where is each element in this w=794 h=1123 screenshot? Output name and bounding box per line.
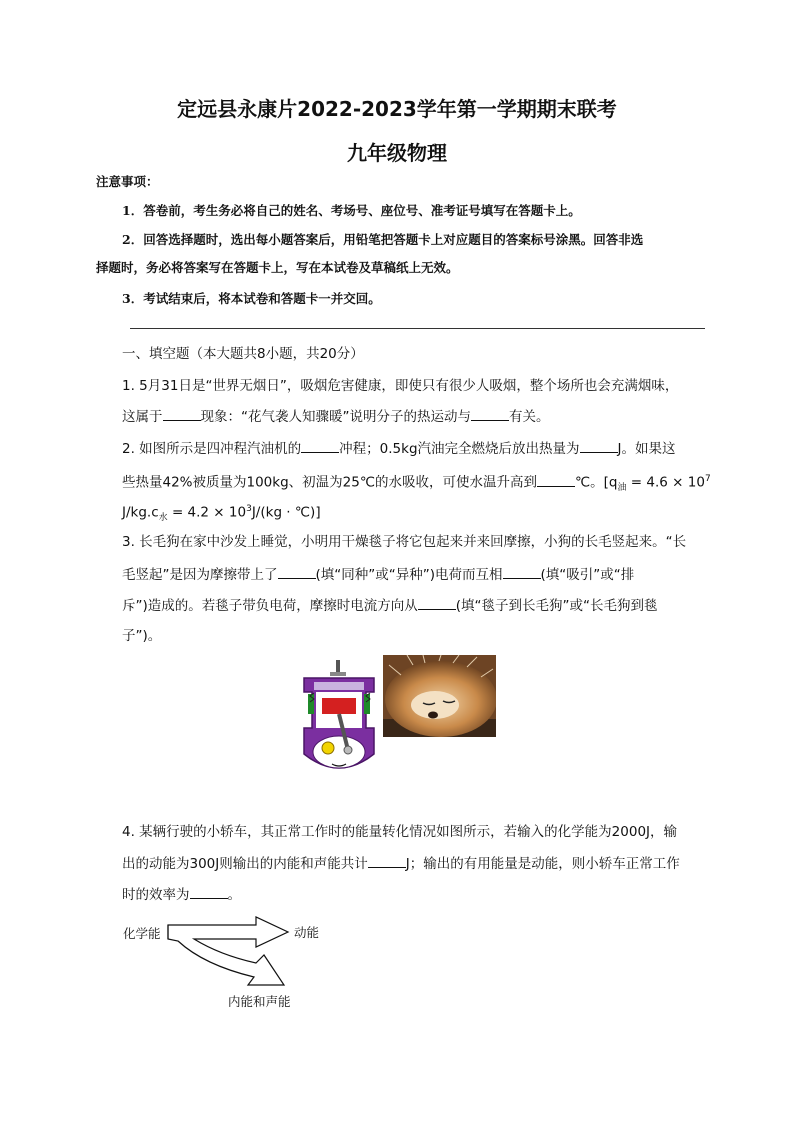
section-heading: 一、填空题（本大题共8小题，共20分）: [122, 346, 364, 362]
q2-text-3: J。如果这: [617, 441, 676, 457]
q2-text-7: J/kg.c: [122, 504, 159, 521]
label-kinetic-energy: 动能: [294, 925, 320, 940]
q1-text-2: 现象：“花气袭人知骤暖”说明分子的热运动与: [200, 409, 471, 425]
energy-flow-arrows: [164, 915, 294, 993]
answer-blank[interactable]: [418, 595, 456, 610]
q3-line-a: 3. 长毛狗在家中沙发上睡觉，小明用干燥毯子将它包起来并来回摩擦，小狗的长毛竖起来。“长: [122, 534, 687, 550]
label-internal-sound-energy: 内能和声能: [228, 994, 291, 1009]
q2-line-a: [122, 438, 676, 459]
q2-text-9: J/(kg · ℃)]: [251, 504, 321, 521]
dog-photo: [383, 655, 496, 737]
q2-text-5: ℃。[q: [575, 474, 618, 491]
q3-text-3: (填“吸引”或“排: [540, 567, 635, 583]
q2-text-8: = 4.2 × 10: [167, 504, 247, 521]
q2-sup-7: 7: [704, 474, 711, 484]
answer-blank[interactable]: [537, 472, 575, 487]
q2-line-c: [122, 499, 321, 528]
q3-text-5: (填“毯子到长毛狗”或“长毛狗到毯: [455, 598, 658, 614]
q4-text-2: J；输出的有用能量是动能，则小轿车正常工作: [405, 856, 680, 872]
q3-line-c: [122, 595, 658, 616]
q4-text-3: 时的效率为: [122, 887, 190, 903]
note-1: 1．答卷前，考生务必将自己的姓名、考场号、座位号、准考证号填写在答题卡上。: [122, 203, 581, 218]
arrow-shape: [168, 917, 288, 985]
fluffy-dog-image: [383, 655, 496, 737]
q3-text-1: 毛竖起”是因为摩擦带上了: [122, 567, 278, 583]
exam-subtitle: 九年级物理: [347, 141, 447, 165]
answer-blank[interactable]: [301, 438, 339, 453]
answer-blank[interactable]: [163, 406, 201, 421]
q2-line-b: [122, 469, 711, 498]
q4-text-4: 。: [227, 887, 241, 903]
q2-sub-oil: 油: [617, 483, 627, 494]
q4-line-b: [122, 853, 680, 874]
q3-line-b: [122, 564, 634, 585]
q4-line-c: [122, 884, 241, 905]
answer-blank[interactable]: [580, 438, 618, 453]
answer-blank[interactable]: [471, 406, 509, 421]
note-2b: 择题时，务必将答案写在答题卡上，写在本试卷及草稿纸上无效。: [96, 260, 459, 275]
q1-line-a: 1. 5月31日是“世界无烟日”，吸烟危害健康，即使只有很少人吸烟，整个场所也会充满烟味，: [122, 378, 679, 394]
label-chemical-energy: 化学能: [123, 926, 161, 941]
q1-text-1: 这属于: [122, 409, 163, 425]
q4-line-a: 4. 某辆行驶的小轿车，其正常工作时的能量转化情况如图所示，若输入的化学能为2000J，输: [122, 824, 678, 840]
q3-text-2: (填“同种”或“异种”)电荷而互相: [315, 567, 503, 583]
q2-sub-water: 水: [158, 513, 168, 524]
q4-text-1: 出的动能为300J则输出的内能和声能共计: [122, 856, 368, 872]
notes-heading: 注意事项：: [96, 174, 159, 189]
divider: [130, 328, 705, 329]
answer-blank[interactable]: [278, 564, 316, 579]
answer-blank[interactable]: [503, 564, 541, 579]
q1-text-3: 有关。: [509, 409, 550, 425]
q2-text-6: = 4.6 × 10: [626, 474, 705, 491]
q2-sup-3: 3: [246, 504, 252, 514]
q2-text-2: 冲程；0.5kg汽油完全燃烧后放出热量为: [339, 441, 580, 457]
answer-blank[interactable]: [368, 853, 406, 868]
engine-cylinder-figure: [296, 658, 382, 782]
note-2a: 2．回答选择题时，选出每小题答案后，用铅笔把答题卡上对应题目的答案标号涂黑。回答非选: [122, 232, 644, 247]
exam-title: 定远县永康片2022-2023学年第一学期期末联考: [177, 97, 617, 121]
q2-text-4: 些热量42%被质量为100kg、初温为25℃的水吸收，可使水温升高到: [122, 474, 537, 491]
q3-text-4: 斥”)造成的。若毯子带负电荷，摩擦时电流方向从: [122, 598, 418, 614]
q3-line-d: 子”)。: [122, 628, 162, 644]
q2-text-1: 2. 如图所示是四冲程汽油机的: [122, 441, 302, 457]
note-3: 3．考试结束后，将本试卷和答题卡一并交回。: [122, 291, 381, 306]
answer-blank[interactable]: [190, 884, 228, 899]
q1-line-b: [122, 406, 550, 427]
